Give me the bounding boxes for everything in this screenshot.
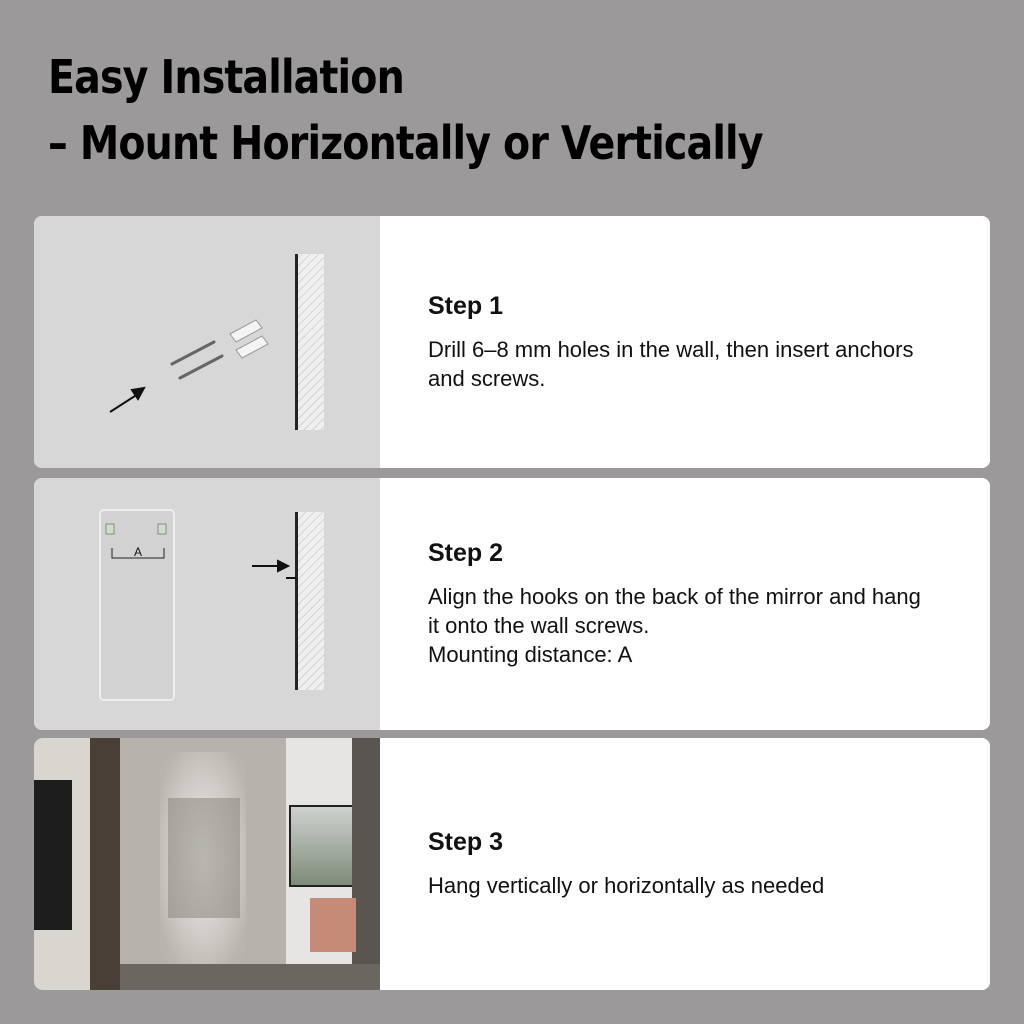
room-photo bbox=[34, 738, 380, 990]
step-1-card bbox=[34, 216, 990, 468]
step-2-illustration bbox=[34, 478, 380, 730]
drill-anchors-diagram bbox=[34, 216, 380, 468]
screw-icon bbox=[172, 342, 222, 378]
lit-mirror-room-image bbox=[34, 738, 380, 990]
step-2-line-3: Mounting distance: A bbox=[428, 642, 633, 667]
step-2-line-2: it onto the wall screws. bbox=[428, 613, 650, 638]
step-3-card bbox=[34, 738, 990, 990]
step-3-title: Step 3 bbox=[428, 828, 504, 856]
wood-slats bbox=[90, 738, 120, 990]
mirror-back bbox=[100, 510, 174, 700]
page-title bbox=[48, 44, 763, 176]
wall-surface bbox=[295, 512, 298, 690]
floor bbox=[120, 964, 380, 990]
step-2-title: Step 2 bbox=[428, 539, 504, 567]
step-1-illustration bbox=[34, 216, 380, 468]
stone-column bbox=[352, 738, 380, 990]
step-2-card bbox=[34, 478, 990, 730]
step-2-line-1: Align the hooks on the back of the mirror and hang bbox=[428, 584, 921, 609]
title-line-1: Easy Installation bbox=[48, 50, 404, 104]
mirror-reflection bbox=[168, 798, 240, 918]
wall-surface bbox=[295, 254, 298, 430]
step-1-line-2: and screws. bbox=[428, 365, 546, 391]
window bbox=[290, 806, 356, 886]
arrow-icon bbox=[110, 388, 144, 412]
arrow-icon bbox=[252, 561, 288, 571]
tv-panel bbox=[34, 780, 72, 930]
step-1-title: Step 1 bbox=[428, 291, 504, 320]
dining-chair bbox=[310, 898, 356, 952]
step-3-line-1: Hang vertically or horizontally as needed bbox=[428, 873, 825, 898]
hook-alignment-diagram bbox=[34, 478, 380, 730]
title-line-2: – Mount Horizontally or Vertically bbox=[48, 116, 763, 170]
step-1-line-1: Drill 6–8 mm holes in the wall, then insert anchors bbox=[428, 336, 914, 362]
step-1-text bbox=[428, 216, 976, 468]
step-2-text bbox=[428, 478, 976, 730]
step-3-text bbox=[428, 738, 976, 990]
distance-label: A bbox=[133, 545, 143, 559]
wall-anchor-icon bbox=[230, 320, 268, 358]
